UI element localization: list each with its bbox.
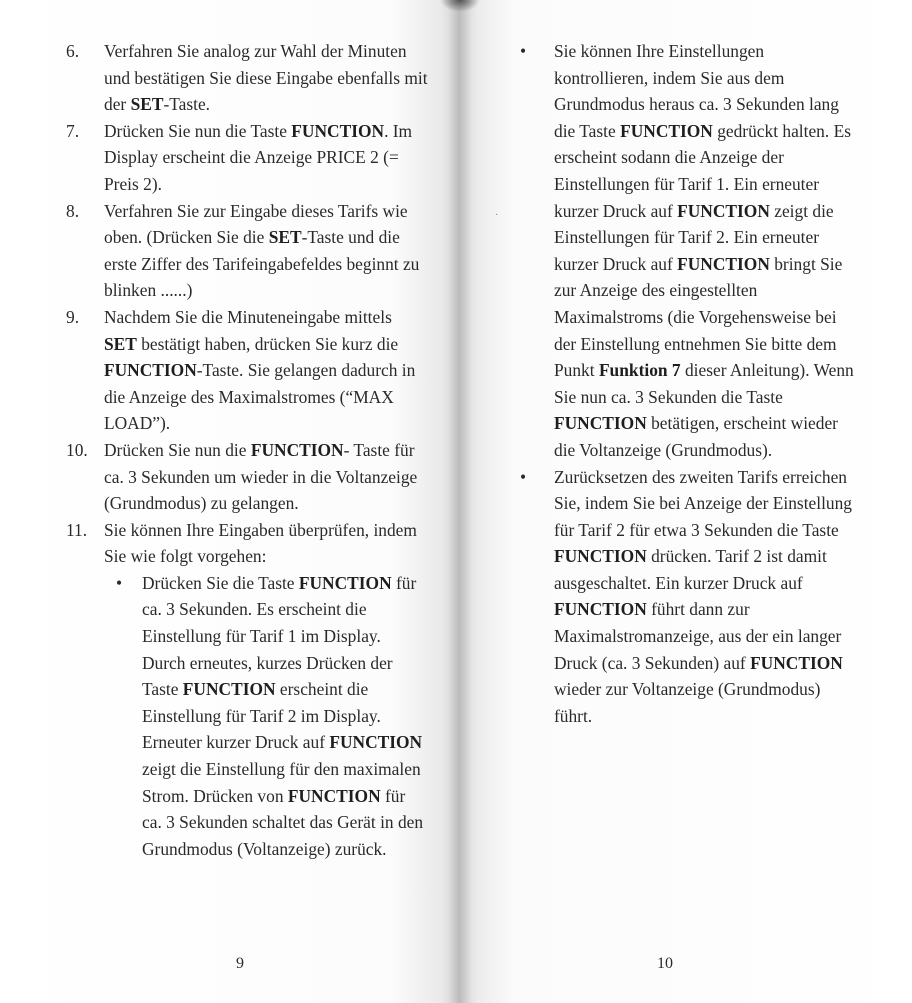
step-text [104,121,412,194]
step-item [66,437,428,517]
bold-term: Funktion 7 [598,360,681,381]
step-number: 6. [66,41,80,61]
left-page-instructions [66,38,428,862]
text-run: erscheint die Einstellung für Tarif 2 im Display. Erneuter kurzer Druck auf [142,679,381,753]
bold-term: SET [130,94,164,115]
text-run: -Taste. Sie gelangen dadurch in die Anzeige des Maximalstromes (“MAX LOAD”). [104,360,416,434]
text-run: für ca. 3 Sekunden. Es erscheint die Einstellung für Tarif 1 im Display. Durch erneutes, kurzes Drücken der Taste [142,572,417,700]
bold-term: FUNCTION [554,413,647,434]
text-run: bestätigt haben, drücken Sie kurz die [136,333,399,354]
text-run: zeigt die Einstellungen für Tarif 2. Ein erneuter kurzer Druck auf [554,200,834,274]
bold-term: FUNCTION [620,120,713,141]
text-run: Sie können Ihre Einstellungen kontrollieren, indem Sie aus dem Grundmodus heraus ca. 3 Sekunden lang die Taste [554,41,839,141]
bold-term: FUNCTION [182,679,276,700]
book-gutter [448,0,472,1003]
text-run: . Im Display erscheint die Anzeige PRICE 2 (= Preis 2). [104,120,413,194]
text-run: bringt Sie zur Anzeige des eingestellten Maximalstroms (die Vorgehensweise bei der Einstellung entnehmen Sie bitte dem Punkt [554,253,843,381]
step-item [66,198,428,304]
bullet-item [516,38,858,464]
bullet-icon: • [520,466,527,487]
step-text [104,41,428,114]
bold-term: FUNCTION [298,572,392,593]
step-text [104,440,417,513]
step-item [66,38,428,118]
text-run: führt dann zur Maximalstromanzeige, aus der ein langer Druck (ca. 3 Sekunden) auf [554,599,842,673]
bullet-text [554,41,854,460]
bold-term: SET [104,333,137,354]
bold-term: FUNCTION [287,785,381,806]
bullet-item [516,464,858,730]
bold-term: FUNCTION [104,360,197,381]
text-run: Zurücksetzen des zweiten Tarifs erreichen Sie, indem Sie bei Anzeige der Einstellung für Tarif 2 für etwa 3 Sekunden die Taste [554,466,852,540]
step-text [104,520,417,567]
bold-term: FUNCTION [677,253,770,274]
text-run: -Taste. [163,94,211,115]
step-number: 8. [66,200,80,221]
page-number-right: 10 [657,955,673,972]
step-number: 9. [66,306,80,327]
bold-term: FUNCTION [750,652,843,673]
sub-bullet-item [104,570,428,863]
text-run: zeigt die Einstellung für den maximalen Strom. Drücken von [142,759,421,806]
step-text [104,307,415,433]
bold-term: FUNCTION [554,546,647,567]
text-run: dieser Anleitung). Wenn Sie nun ca. 3 Sekunden die Taste [554,360,854,407]
text-run: - Taste für ca. 3 Sekunden um wieder in die Voltanzeige (Grundmodus) zu gelangen. [104,439,418,514]
right-page [460,0,912,1003]
text-run: Drücken Sie die Taste [142,572,299,593]
bold-term: FUNCTION [329,732,423,753]
step-number: 11. [66,519,88,540]
text-run: betätigen, erscheint wieder die Voltanzeige (Grundmodus). [554,413,838,460]
right-page-instructions [516,38,858,729]
step-item [66,517,428,863]
bullet-text [554,467,852,726]
text-run: wieder zur Voltanzeige (Grundmodus) führt. [554,679,821,726]
text-run: für ca. 3 Sekunden schaltet das Gerät in den Grundmodus (Voltanzeige) zurück. [142,785,424,859]
text-run: Verfahren Sie zur Eingabe dieses Tarifs wie oben. (Drücken Sie die [104,200,408,248]
text-run: Verfahren Sie analog zur Wahl der Minuten und bestätigen Sie diese Eingabe ebenfalls mit der [104,41,428,115]
step-number: 7. [66,120,80,141]
bold-term: FUNCTION [291,120,385,141]
step-item [66,118,428,198]
bold-term: FUNCTION [677,200,770,221]
text-run: Drücken Sie nun die [104,439,251,460]
text-run: gedrückt halten. Es erscheint sodann die Anzeige der Einstellungen für Tarif 1. Ein erneuter kurzer Druck auf [554,120,851,221]
bullet-icon: • [116,572,123,593]
step-number: 10. [66,439,88,460]
step-text [104,201,419,301]
bold-term: FUNCTION [250,439,344,460]
bullet-icon: • [520,41,527,61]
step-item [66,304,428,437]
page-number-left: 9 [236,955,244,972]
binding-shadow [440,0,480,12]
text-run: Drücken Sie nun die Taste [104,120,292,141]
bold-term: FUNCTION [554,599,647,620]
sub-bullet-text [142,573,423,859]
scan-speck: · [495,210,499,221]
text-run: Sie können Ihre Eingaben überprüfen, indem Sie wie folgt vorgehen: [104,519,417,567]
bold-term: SET [268,227,302,248]
text-run: Nachdem Sie die Minuteneingabe mittels [104,306,392,327]
text-run: -Taste und die erste Ziffer des Tarifeingabefeldes beginnt zu blinken ......) [104,227,420,301]
text-run: drücken. Tarif 2 ist damit ausgeschaltet. Ein kurzer Druck auf [554,546,827,593]
